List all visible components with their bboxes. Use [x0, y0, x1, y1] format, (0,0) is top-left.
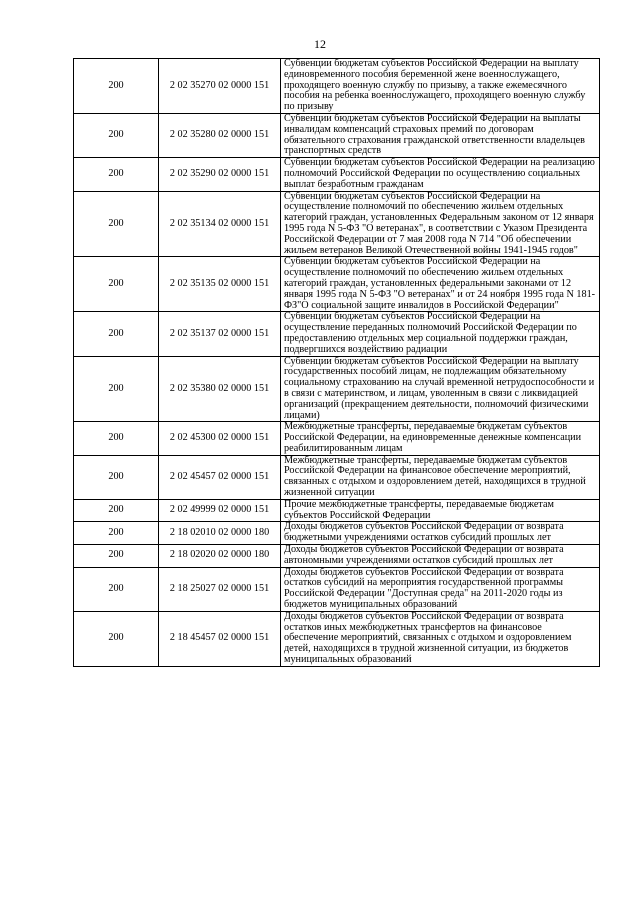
budget-code-cell: 2 02 35290 02 0000 151: [159, 158, 281, 191]
table-row: [74, 312, 600, 356]
revenue-name-cell: Субвенции бюджетам субъектов Российской Федерации на выплаты инвалидам компенсаций страховых премий по договорам обязательного страхования гражданской ответственности владельцев транспортных средств: [281, 113, 600, 157]
admin-code-cell: 200: [74, 312, 159, 356]
revenue-name-cell: Прочие межбюджетные трансферты, передаваемые бюджетам субъектов Российской Федерации: [281, 499, 600, 522]
revenue-name-cell: Доходы бюджетов субъектов Российской Федерации от возврата остатков иных межбюджетных трансфертов на финансовое обеспечение мероприятий, связанных с отдыхом и оздоровлением детей, находящихся в трудной жизненной ситуации, из бюджетов муниципальных образований: [281, 611, 600, 666]
admin-code-cell: 200: [74, 567, 159, 611]
table-row: [74, 113, 600, 157]
admin-code-cell: 200: [74, 356, 159, 422]
table-row: [74, 522, 600, 545]
revenue-codes-table: [73, 58, 600, 667]
admin-code-cell: 200: [74, 191, 159, 257]
admin-code-cell: 200: [74, 545, 159, 568]
revenue-name-cell: Субвенции бюджетам субъектов Российской Федерации на выплату государственных пособий лицам, не подлежащим обязательному социальному страхованию на случай временной нетрудоспособности и в связи с материнством, и лицам, уволенным в связи с ликвидацией организаций (прекращением деятельности, полномочий физическими лицами): [281, 356, 600, 422]
admin-code-cell: 200: [74, 499, 159, 522]
budget-code-cell: 2 18 45457 02 0000 151: [159, 611, 281, 666]
table-row: [74, 567, 600, 611]
admin-code-cell: 200: [74, 611, 159, 666]
admin-code-cell: 200: [74, 158, 159, 191]
admin-code-cell: 200: [74, 59, 159, 114]
admin-code-cell: 200: [74, 113, 159, 157]
table-row: [74, 455, 600, 499]
revenue-name-cell: Доходы бюджетов субъектов Российской Федерации от возврата бюджетными учреждениями остатков субсидий прошлых лет: [281, 522, 600, 545]
budget-code-cell: 2 02 35380 02 0000 151: [159, 356, 281, 422]
revenue-name-cell: Доходы бюджетов субъектов Российской Федерации от возврата автономными учреждениями остатков субсидий прошлых лет: [281, 545, 600, 568]
budget-code-cell: 2 02 35137 02 0000 151: [159, 312, 281, 356]
revenue-name-cell: Доходы бюджетов субъектов Российской Федерации от возврата остатков субсидий на мероприятия государственной программы Российской Федерации "Доступная среда" на 2011-2020 годы из бюджетов муниципальных образований: [281, 567, 600, 611]
budget-code-cell: 2 02 45457 02 0000 151: [159, 455, 281, 499]
page-number: 12: [314, 37, 326, 51]
admin-code-cell: 200: [74, 522, 159, 545]
budget-code-cell: 2 18 02020 02 0000 180: [159, 545, 281, 568]
revenue-name-cell: Межбюджетные трансферты, передаваемые бюджетам субъектов Российской Федерации, на единовременные денежные компенсации реабилитированным лицам: [281, 422, 600, 455]
budget-code-cell: 2 02 35135 02 0000 151: [159, 257, 281, 312]
revenue-name-cell: Субвенции бюджетам субъектов Российской Федерации на выплату единовременного пособия беременной жене военнослужащего, проходящего военную службу по призыву, а также ежемесячного пособия на ребенка военнослужащего, проходящего военную службу по призыву: [281, 59, 600, 114]
table-row: [74, 158, 600, 191]
admin-code-cell: 200: [74, 422, 159, 455]
budget-code-cell: 2 18 25027 02 0000 151: [159, 567, 281, 611]
budget-code-cell: 2 02 35134 02 0000 151: [159, 191, 281, 257]
table-row: [74, 499, 600, 522]
budget-code-cell: 2 02 49999 02 0000 151: [159, 499, 281, 522]
table-row: [74, 257, 600, 312]
table-row: [74, 422, 600, 455]
revenue-name-cell: Субвенции бюджетам субъектов Российской Федерации на осуществление переданных полномочий Российской Федерации по предоставлению отдельных мер социальной поддержки граждан, подвергшихся воздействию радиации: [281, 312, 600, 356]
table-row: [74, 611, 600, 666]
table-row: [74, 59, 600, 114]
budget-code-cell: 2 02 45300 02 0000 151: [159, 422, 281, 455]
revenue-name-cell: Субвенции бюджетам субъектов Российской Федерации на осуществление полномочий по обеспечению жильем отдельных категорий граждан, установленных Федеральным законом от 12 января 1995 года N 5-ФЗ "О ветеранах", в соответствии с Указом Президента Российской Федерации от 7 мая 2008 года N 714 "Об обеспечении жильем ветеранов Великой Отечественной войны 1941-1945 годов": [281, 191, 600, 257]
revenue-name-cell: Субвенции бюджетам субъектов Российской Федерации на осуществление полномочий по обеспечению жильем отдельных категорий граждан, установленных федеральными законами от 12 января 1995 года N 5-ФЗ "О ветеранах" и от 24 ноября 1995 года N 181-ФЗ"О социальной защите инвалидов в Российской Федерации": [281, 257, 600, 312]
table-row: [74, 191, 600, 257]
revenue-name-cell: Межбюджетные трансферты, передаваемые бюджетам субъектов Российской Федерации на финансовое обеспечение мероприятий, связанных с отдыхом и оздоровлением детей, находящихся в трудной жизненной ситуации: [281, 455, 600, 499]
budget-code-cell: 2 02 35270 02 0000 151: [159, 59, 281, 114]
admin-code-cell: 200: [74, 455, 159, 499]
revenue-name-cell: Субвенции бюджетам субъектов Российской Федерации на реализацию полномочий Российской Федерации по осуществлению социальных выплат безработным гражданам: [281, 158, 600, 191]
table-body: [74, 59, 600, 667]
budget-code-cell: 2 02 35280 02 0000 151: [159, 113, 281, 157]
budget-code-cell: 2 18 02010 02 0000 180: [159, 522, 281, 545]
table-row: [74, 356, 600, 422]
table-row: [74, 545, 600, 568]
admin-code-cell: 200: [74, 257, 159, 312]
